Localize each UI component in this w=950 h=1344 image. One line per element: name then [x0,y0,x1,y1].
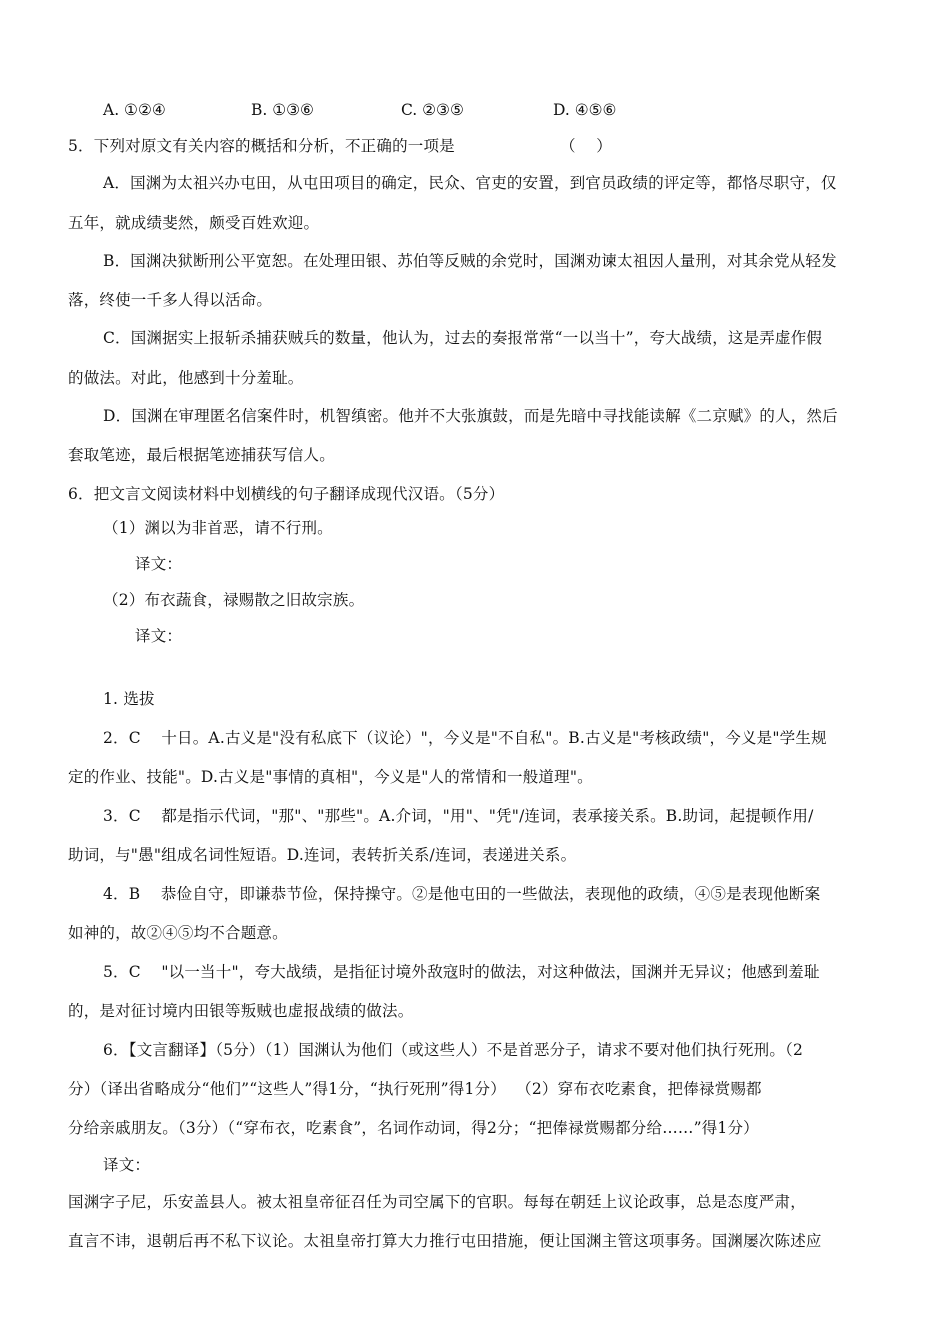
q5-option-d-line2: 套取笔迹，最后根据笔迹捕获写信人。 [68,446,335,464]
q4-option-c: C. ②③⑤ [401,101,464,119]
answer-4-line1: 4．B 恭俭自守，即谦恭节俭，保持操守。②是他屯田的一些做法，表现他的政绩，④⑤是表现他断案 [103,885,821,903]
q5-answer-paren: （ ） [560,137,612,155]
q5-option-d-line1: D．国渊在审理匿名信案件时，机智缜密。他并不大张旗鼓，而是先暗中寻找能读解《二京赋》的人，然后 [103,407,838,425]
q4-option-d: D. ④⑤⑥ [553,101,617,119]
q6-stem: 6．把文言文阅读材料中划横线的句子翻译成现代汉语。（5分） [68,485,505,503]
q5-option-a-line1: A．国渊为太祖兴办屯田，从屯田项目的确定，民众、官吏的安置，到官员政绩的评定等，都恪尽职守，仅 [103,174,837,192]
q5-stem: 5．下列对原文有关内容的概括和分析，不正确的一项是 [68,137,455,155]
q5-option-c-line2: 的做法。对此，他感到十分羞耻。 [68,369,304,387]
answer-1: 1. 选拔 [103,690,155,708]
translation-label: 译文： [103,1156,151,1174]
answer-2-line2: 定的作业、技能"。D.古义是"事情的真相"，今义是"人的常情和一般道理"。 [68,768,593,786]
q6-translation-2-label: 译文： [135,627,183,645]
q5-option-b-line1: B．国渊决狱断刑公平宽恕。在处理田银、苏伯等反贼的余党时，国渊劝谏太祖因人量刑，对其余党从轻发 [103,252,837,270]
q6-sentence-1: （1）渊以为非首恶，请不行刑。 [103,519,333,537]
q4-option-b: B. ①③⑥ [251,101,314,119]
answer-6-line2: 分）（译出省略成分“他们”“这些人”得1分，“执行死刑”得1分） （2）穿布衣吃素食，把俸禄赏赐都 [68,1080,762,1098]
q5-option-c-line1: C．国渊据实上报斩杀捕获贼兵的数量，他认为，过去的奏报常常“一以当十”，夸大战绩，这是弄虚作假 [103,329,823,347]
translation-line2: 直言不讳，退朝后再不私下议论。太祖皇帝打算大力推行屯田措施，便让国渊主管这项事务。国渊屡次陈述应 [68,1232,822,1250]
answer-6-line1: 6．【文言翻译】（5分）（1）国渊认为他们（或这些人）不是首恶分子，请求不要对他们执行死刑。（2 [103,1041,804,1059]
answer-5-line1: 5．C "以一当十"，夸大战绩，是指征讨境外敌寇时的做法，对这种做法，国渊并无异议；他感到羞耻 [103,963,820,981]
answer-5-line2: 的，是对征讨境内田银等叛贼也虚报战绩的做法。 [68,1002,414,1020]
q4-option-a: A. ①②④ [103,101,166,119]
q6-translation-1-label: 译文： [135,555,183,573]
answer-3-line2: 助词，与"愚"组成名词性短语。D.连词，表转折关系/连词，表递进关系。 [68,846,577,864]
q4-options [103,100,703,122]
q6-sentence-2: （2）布衣蔬食，禄赐散之旧故宗族。 [103,591,365,609]
q5-option-a-line2: 五年，就成绩斐然，颇受百姓欢迎。 [68,214,320,232]
answer-2-line1: 2．C 十日。A.古义是"没有私底下（议论）"，今义是"不自私"。B.古义是"考核政绩"，今义是"学生规 [103,729,827,747]
translation-line1: 国渊字子尼，乐安盖县人。被太祖皇帝征召任为司空属下的官职。每每在朝廷上议论政事，总是态度严肃， [68,1193,806,1211]
answer-4-line2: 如神的，故②④⑤均不合题意。 [68,924,288,942]
q5-option-b-line2: 落，终使一千多人得以活命。 [68,291,273,309]
answer-6-line3: 分给亲戚朋友。（3分）（“穿布衣，吃素食”，名词作动词，得2分；“把俸禄赏赐都分给……”得1分） [68,1119,759,1137]
answer-3-line1: 3．C 都是指示代词，"那"、"那些"。A.介词，"用"、"凭"/连词，表承接关系。B.助词，起提顿作用/ [103,807,814,825]
